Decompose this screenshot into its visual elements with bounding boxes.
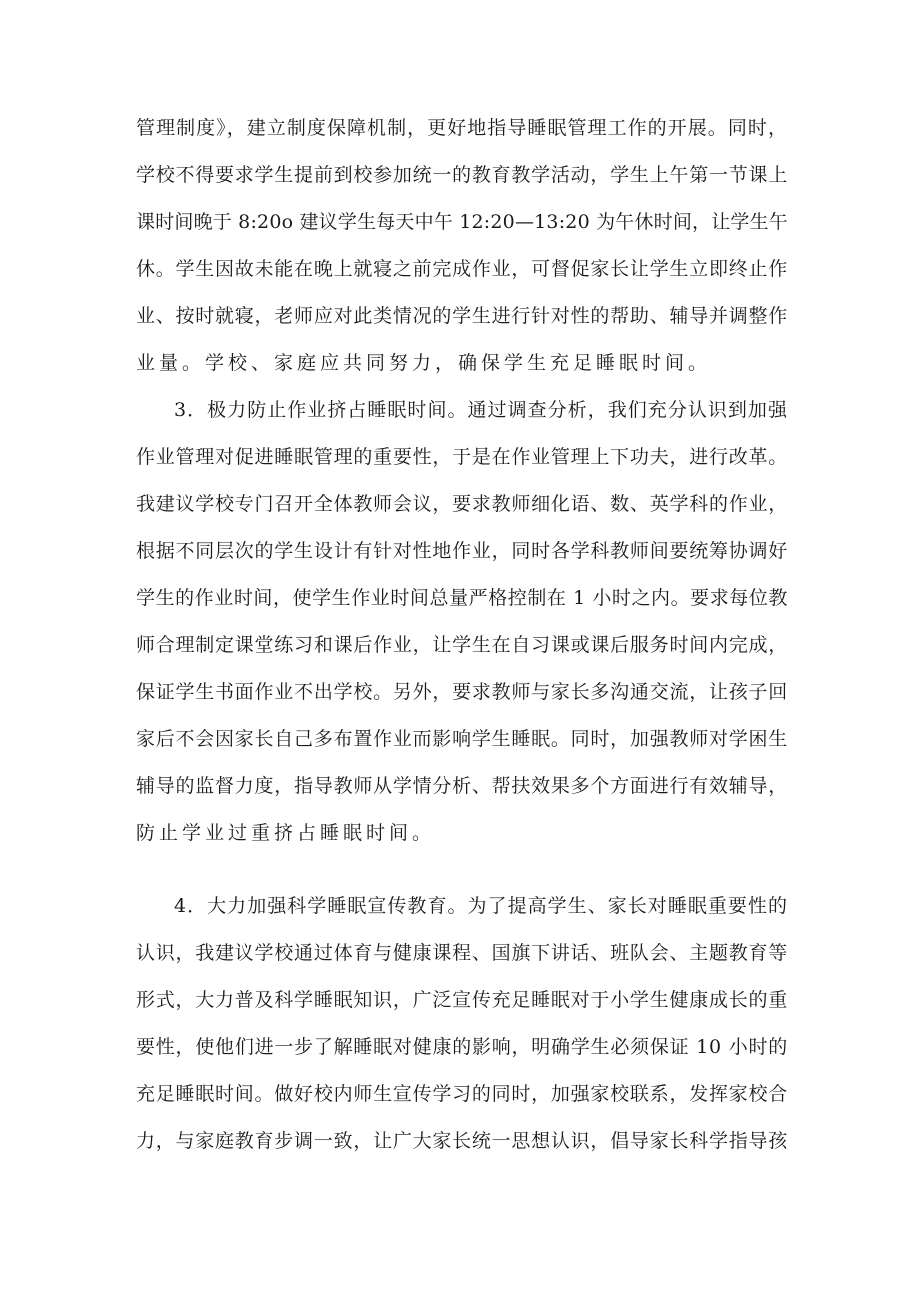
text-line: 力，与家庭教育步调一致，让广大家长统一思想认识，倡导家长科学指导孩 — [136, 1130, 788, 1152]
text-line: 3．极力防止作业挤占睡眠时间。通过调查分析，我们充分认识到加强 — [174, 399, 788, 421]
text-line: 要性，使他们进一步了解睡眠对健康的影响，明确学生必须保证 10 小时的 — [136, 1036, 788, 1058]
text-line: 学生的作业时间，使学生作业时间总量严格控制在 1 小时之内。要求每位教 — [136, 587, 788, 609]
text-line: 休。学生因故未能在晚上就寝之前完成作业，可督促家长让学生立即终止作 — [136, 258, 788, 280]
text-line: 形式，大力普及科学睡眠知识，广泛宣传充足睡眠对于小学生健康成长的重 — [136, 989, 788, 1011]
text-line: 家后不会因家长自己多布置作业而影响学生睡眠。同时，加强教师对学困生 — [136, 728, 788, 750]
text-line: 保证学生书面作业不出学校。另外，要求教师与家长多沟通交流，让孩子回 — [136, 681, 788, 703]
text-line: 业、按时就寝，老师应对此类情况的学生进行针对性的帮助、辅导并调整作 — [136, 305, 788, 327]
text-line: 根据不同层次的学生设计有针对性地作业，同时各学科教师间要统筹协调好 — [136, 540, 788, 562]
text-line: 课时间晚于 8:20o 建议学生每天中午 12:20—13:20 为午休时间，让学生午 — [136, 211, 788, 233]
text-line: 4．大力加强科学睡眠宣传教育。为了提高学生、家长对睡眠重要性的 — [174, 895, 788, 917]
text-line: 业量。学校、家庭应共同努力，确保学生充足睡眠时间。 — [136, 352, 712, 374]
text-line: 我建议学校专门召开全体教师会议，要求教师细化语、数、英学科的作业， — [136, 493, 788, 515]
text-line: 防止学业过重挤占睡眠时间。 — [136, 822, 436, 844]
text-line: 学校不得要求学生提前到校参加统一的教育教学活动，学生上午第一节课上 — [136, 164, 788, 186]
text-line: 作业管理对促进睡眠管理的重要性，于是在作业管理上下功夫，进行改革。 — [136, 446, 788, 468]
text-line: 认识，我建议学校通过体育与健康课程、国旗下讲话、班队会、主题教育等 — [136, 942, 788, 964]
text-line: 管理制度》，建立制度保障机制，更好地指导睡眠管理工作的开展。同时， — [136, 117, 788, 139]
text-line: 辅导的监督力度，指导教师从学情分析、帮扶效果多个方面进行有效辅导， — [136, 775, 788, 797]
text-line: 充足睡眠时间。做好校内师生宣传学习的同时，加强家校联系，发挥家校合 — [136, 1083, 788, 1105]
text-line: 师合理制定课堂练习和课后作业，让学生在自习课或课后服务时间内完成， — [136, 634, 788, 656]
